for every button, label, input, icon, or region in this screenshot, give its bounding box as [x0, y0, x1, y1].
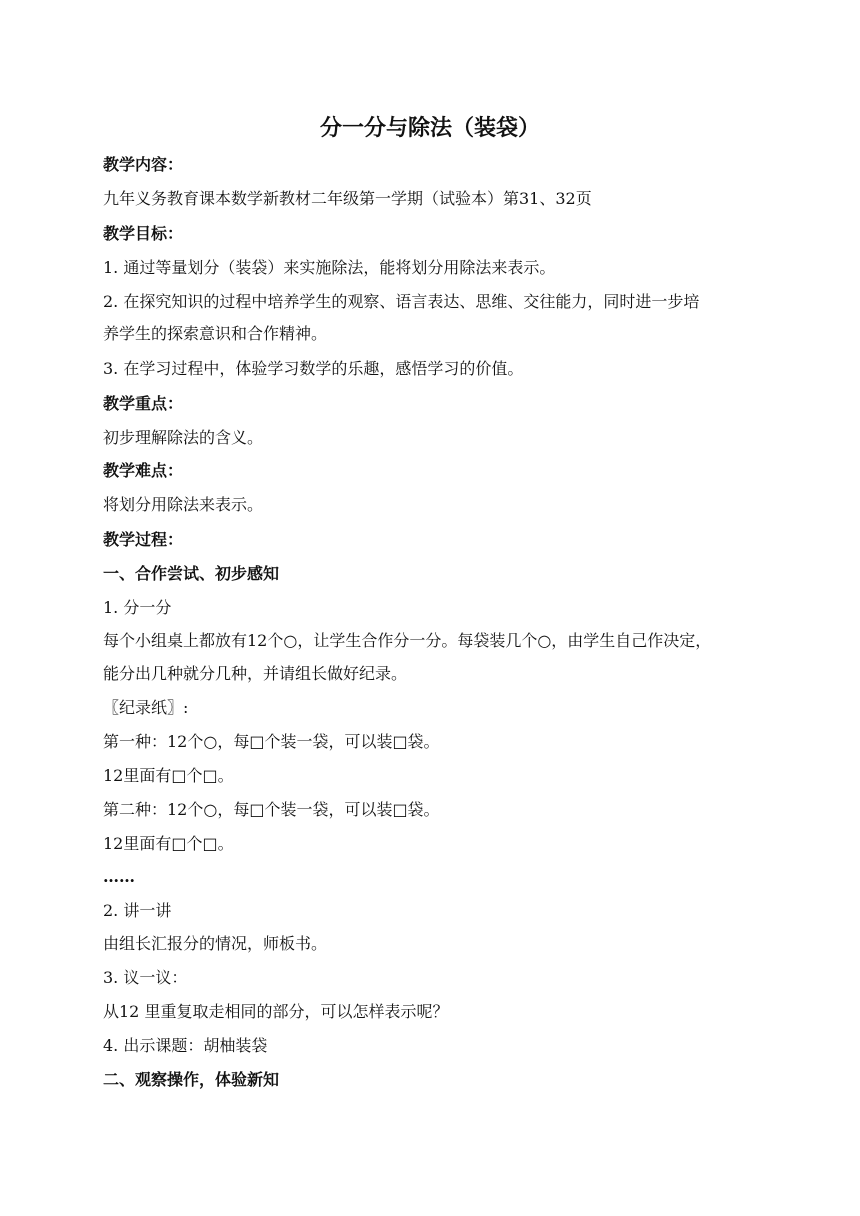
- ellipsis: ……: [103, 867, 135, 886]
- part-1-heading: 一、合作尝试、初步感知: [103, 564, 280, 583]
- step-3-desc: 从12 里重复取走相同的部分，可以怎样表示呢？: [103, 1002, 449, 1021]
- document-title: 分一分与除法（装袋）: [319, 115, 540, 141]
- objective-3: 3. 在学习过程中，体验学习数学的乐趣，感悟学习的价值。: [103, 359, 524, 378]
- key-heading: 教学重点：: [103, 394, 184, 413]
- objective-1: 1. 通过等量划分（装袋）来实施除法，能将划分用除法来表示。: [103, 258, 556, 277]
- part-2-heading: 二、观察操作，体验新知: [103, 1070, 280, 1089]
- step-3: 3. 议一议：: [103, 968, 188, 987]
- step-1-desc-line-2: 能分出几种就分几种，并请组长做好纪录。: [103, 664, 408, 683]
- process-heading: 教学过程：: [103, 530, 184, 549]
- objective-2-line-2: 养学生的探索意识和合作精神。: [103, 324, 328, 343]
- step-2-desc: 由组长汇报分的情况，师板书。: [103, 934, 328, 953]
- step-1-desc-line-1: 每个小组桌上都放有12个○，让学生合作分一分。每袋装几个○，由学生自己作决定，: [103, 631, 712, 650]
- record-1a: 第一种：12个○，每□个装一袋，可以装□袋。: [103, 732, 440, 751]
- record-1b: 12里面有□个□。: [103, 766, 234, 785]
- objectives-heading: 教学目标：: [103, 224, 184, 243]
- objective-2-line-1: 2. 在探究知识的过程中培养学生的观察、语言表达、思维、交往能力，同时进一步培: [103, 292, 700, 311]
- content-heading: 教学内容：: [103, 155, 184, 174]
- difficulty-heading: 教学难点：: [103, 461, 184, 480]
- key-text: 初步理解除法的含义。: [103, 428, 264, 447]
- record-2a: 第二种：12个○，每□个装一袋，可以装□袋。: [103, 800, 440, 819]
- content-text: 九年义务教育课本数学新教材二年级第一学期（试验本）第31、32页: [103, 189, 592, 208]
- record-2b: 12里面有□个□。: [103, 834, 234, 853]
- record-label: 〖纪录纸〗:: [103, 698, 189, 717]
- step-4: 4. 出示课题：胡柚装袋: [103, 1036, 268, 1055]
- step-1: 1. 分一分: [103, 598, 172, 617]
- step-2: 2. 讲一讲: [103, 901, 172, 920]
- difficulty-text: 将划分用除法来表示。: [103, 495, 264, 514]
